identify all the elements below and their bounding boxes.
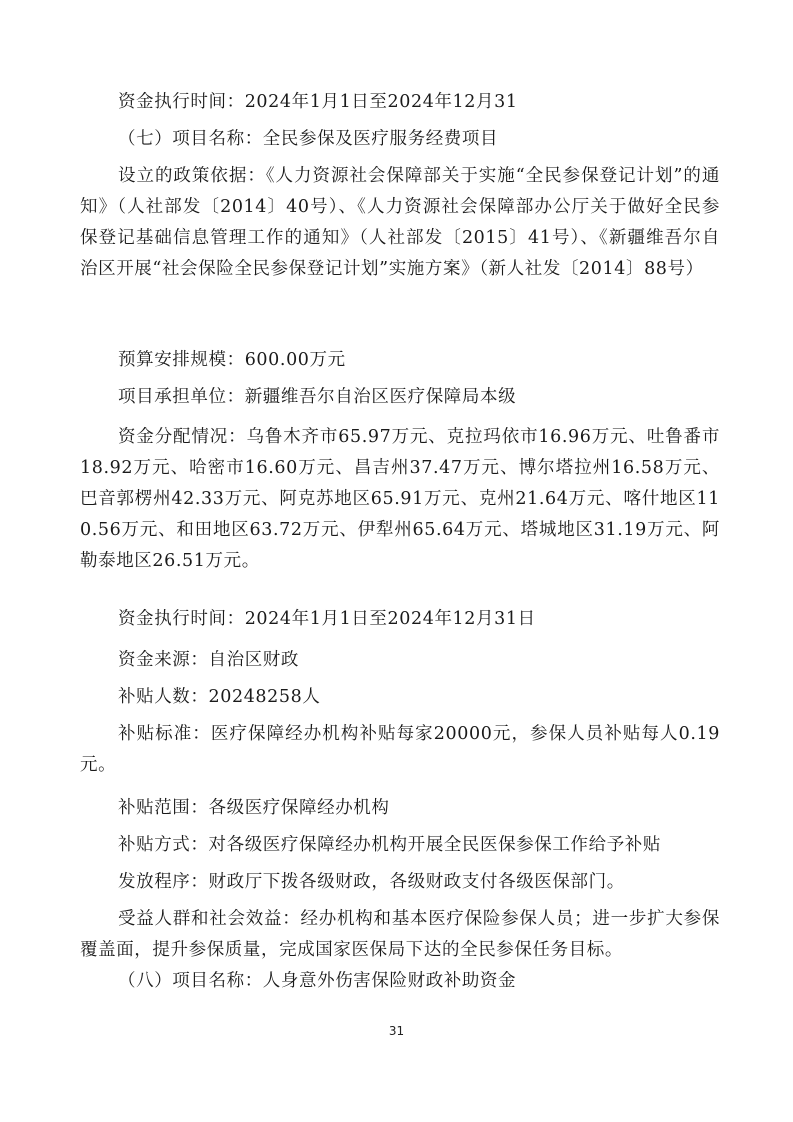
policy-basis-paragraph: 设立的政策依据：《人力资源社会保障部关于实施“全民参保登记计划”的通知》（人社部发〔2014〕40号）、《人力资源社会保障部办公厅关于做好全民参保登记基础信息管理工作的通知》（人社部发〔2015〕41号）、《新疆维吾尔自治区开展“社会保险全民参保登记计划”实施方案》（新人社发〔2014〕88号） [80,166,720,279]
fund-execution-time-prev: 资金执行时间：2024年1月1日至2024年12月31 [118,92,518,112]
subsidy-count-line: 补贴人数：20248258人 [118,687,321,707]
undertaking-unit-line: 项目承担单位：新疆维吾尔自治区医疗保障局本级 [118,387,517,407]
project-heading-8: （八）项目名称：人身意外伤害保险财政补助资金 [118,971,517,991]
subsidy-scope-line: 补贴范围：各级医疗保障经办机构 [118,798,390,818]
fund-execution-time-line: 资金执行时间：2024年1月1日至2024年12月31日 [118,609,536,629]
fund-allocation-paragraph: 资金分配情况：乌鲁木齐市65.97万元、克拉玛依市16.96万元、吐鲁番市18.92万元、哈密市16.60万元、昌吉州37.47万元、博尔塔拉州16.58万元、巴音郭楞州42.33万元、阿克苏地区65.91万元、克州21.64万元、喀什地区110.56万元、和田地区63.72万元、伊犁州65.64万元、塔城地区31.19万元、阿勒泰地区26.51万元。 [80,427,720,571]
project-heading-7: （七）项目名称：全民参保及医疗服务经费项目 [118,129,499,149]
budget-scale-line: 预算安排规模：600.00万元 [118,350,346,370]
page-number: 31 [388,1024,405,1038]
disbursement-procedure-line: 发放程序：财政厅下拨各级财政，各级财政支付各级医保部门。 [118,872,625,892]
subsidy-standard-paragraph: 补贴标准：医疗保障经办机构补贴每家20000元，参保人员补贴每人0.19元。 [80,724,720,775]
subsidy-method-line: 补贴方式：对各级医疗保障经办机构开展全民医保参保工作给予补贴 [118,835,661,855]
fund-source-line: 资金来源：自治区财政 [118,650,299,670]
beneficiaries-paragraph: 受益人群和社会效益：经办机构和基本医疗保险参保人员；进一步扩大参保覆盖面，提升参保质量，完成国家医保局下达的全民参保任务目标。 [80,909,720,960]
